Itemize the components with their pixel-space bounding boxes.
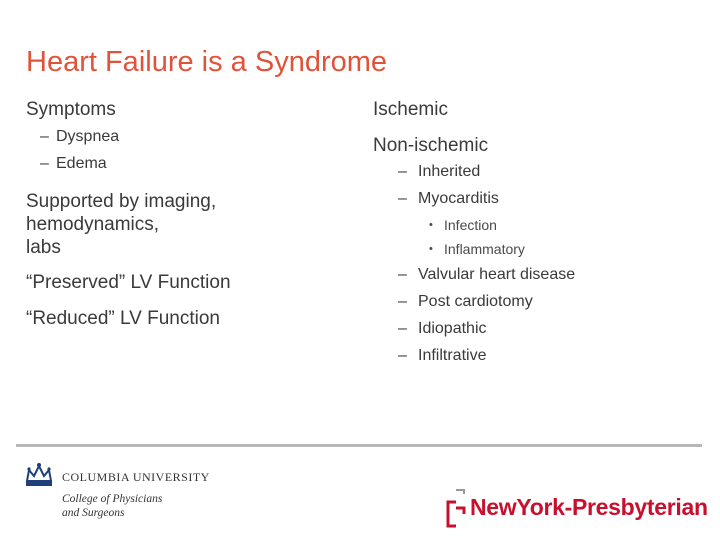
supported-text: Supported by imaging, hemodynamics, labs [26,191,217,258]
dot-bullet: • [429,243,433,255]
reduced-lv-function: “Reduced” LV Function [26,308,220,329]
left-column [26,98,346,342]
crown-icon [24,462,54,488]
symptom-edema: Edema [56,155,107,172]
list-item [373,292,713,312]
dash-bullet: – [398,266,407,283]
columbia-name: COLUMBIA UNIVERSITY [62,470,210,484]
cause-valvular: Valvular heart disease [418,266,576,283]
dash-bullet: – [398,190,407,207]
nyp-name: NewYork-Presbyterian [470,494,708,520]
list-item [373,216,713,234]
dash-bullet: – [398,320,407,337]
dash-bullet: – [398,347,407,364]
nyp-logo [444,488,706,528]
nyp-mark-icon [444,488,468,528]
preserved-lv-function: “Preserved” LV Function [26,272,231,293]
cause-post-cardiotomy: Post cardiotomy [418,293,533,310]
slide-title: Heart Failure is a Syndrome [26,46,388,78]
sub-infection: Infection [444,217,497,233]
list-item [373,265,713,285]
right-column [373,98,713,373]
cause-myocarditis: Myocarditis [418,190,499,207]
cause-idiopathic: Idiopathic [418,320,487,337]
dash-bullet: – [398,163,407,180]
dash-bullet: – [40,128,49,145]
list-item [373,162,713,182]
list-item [373,189,713,209]
symptoms-heading: Symptoms [26,99,116,120]
ischemic-heading: Ischemic [373,99,448,120]
footer-divider [16,444,702,447]
list-item [373,240,713,258]
list-item [373,319,713,339]
symptom-dyspnea: Dyspnea [56,128,120,145]
cause-inherited: Inherited [418,163,481,180]
sub-inflammatory: Inflammatory [444,241,525,257]
list-item [26,127,346,147]
columbia-subtitle: College of Physicians and Surgeons [62,493,163,519]
dash-bullet: – [40,155,49,172]
dot-bullet: • [429,219,433,231]
list-item [26,154,346,174]
dash-bullet: – [398,293,407,310]
non-ischemic-heading: Non-ischemic [373,135,489,156]
columbia-logo [24,462,210,526]
list-item [373,346,713,366]
cause-infiltrative: Infiltrative [418,347,487,364]
